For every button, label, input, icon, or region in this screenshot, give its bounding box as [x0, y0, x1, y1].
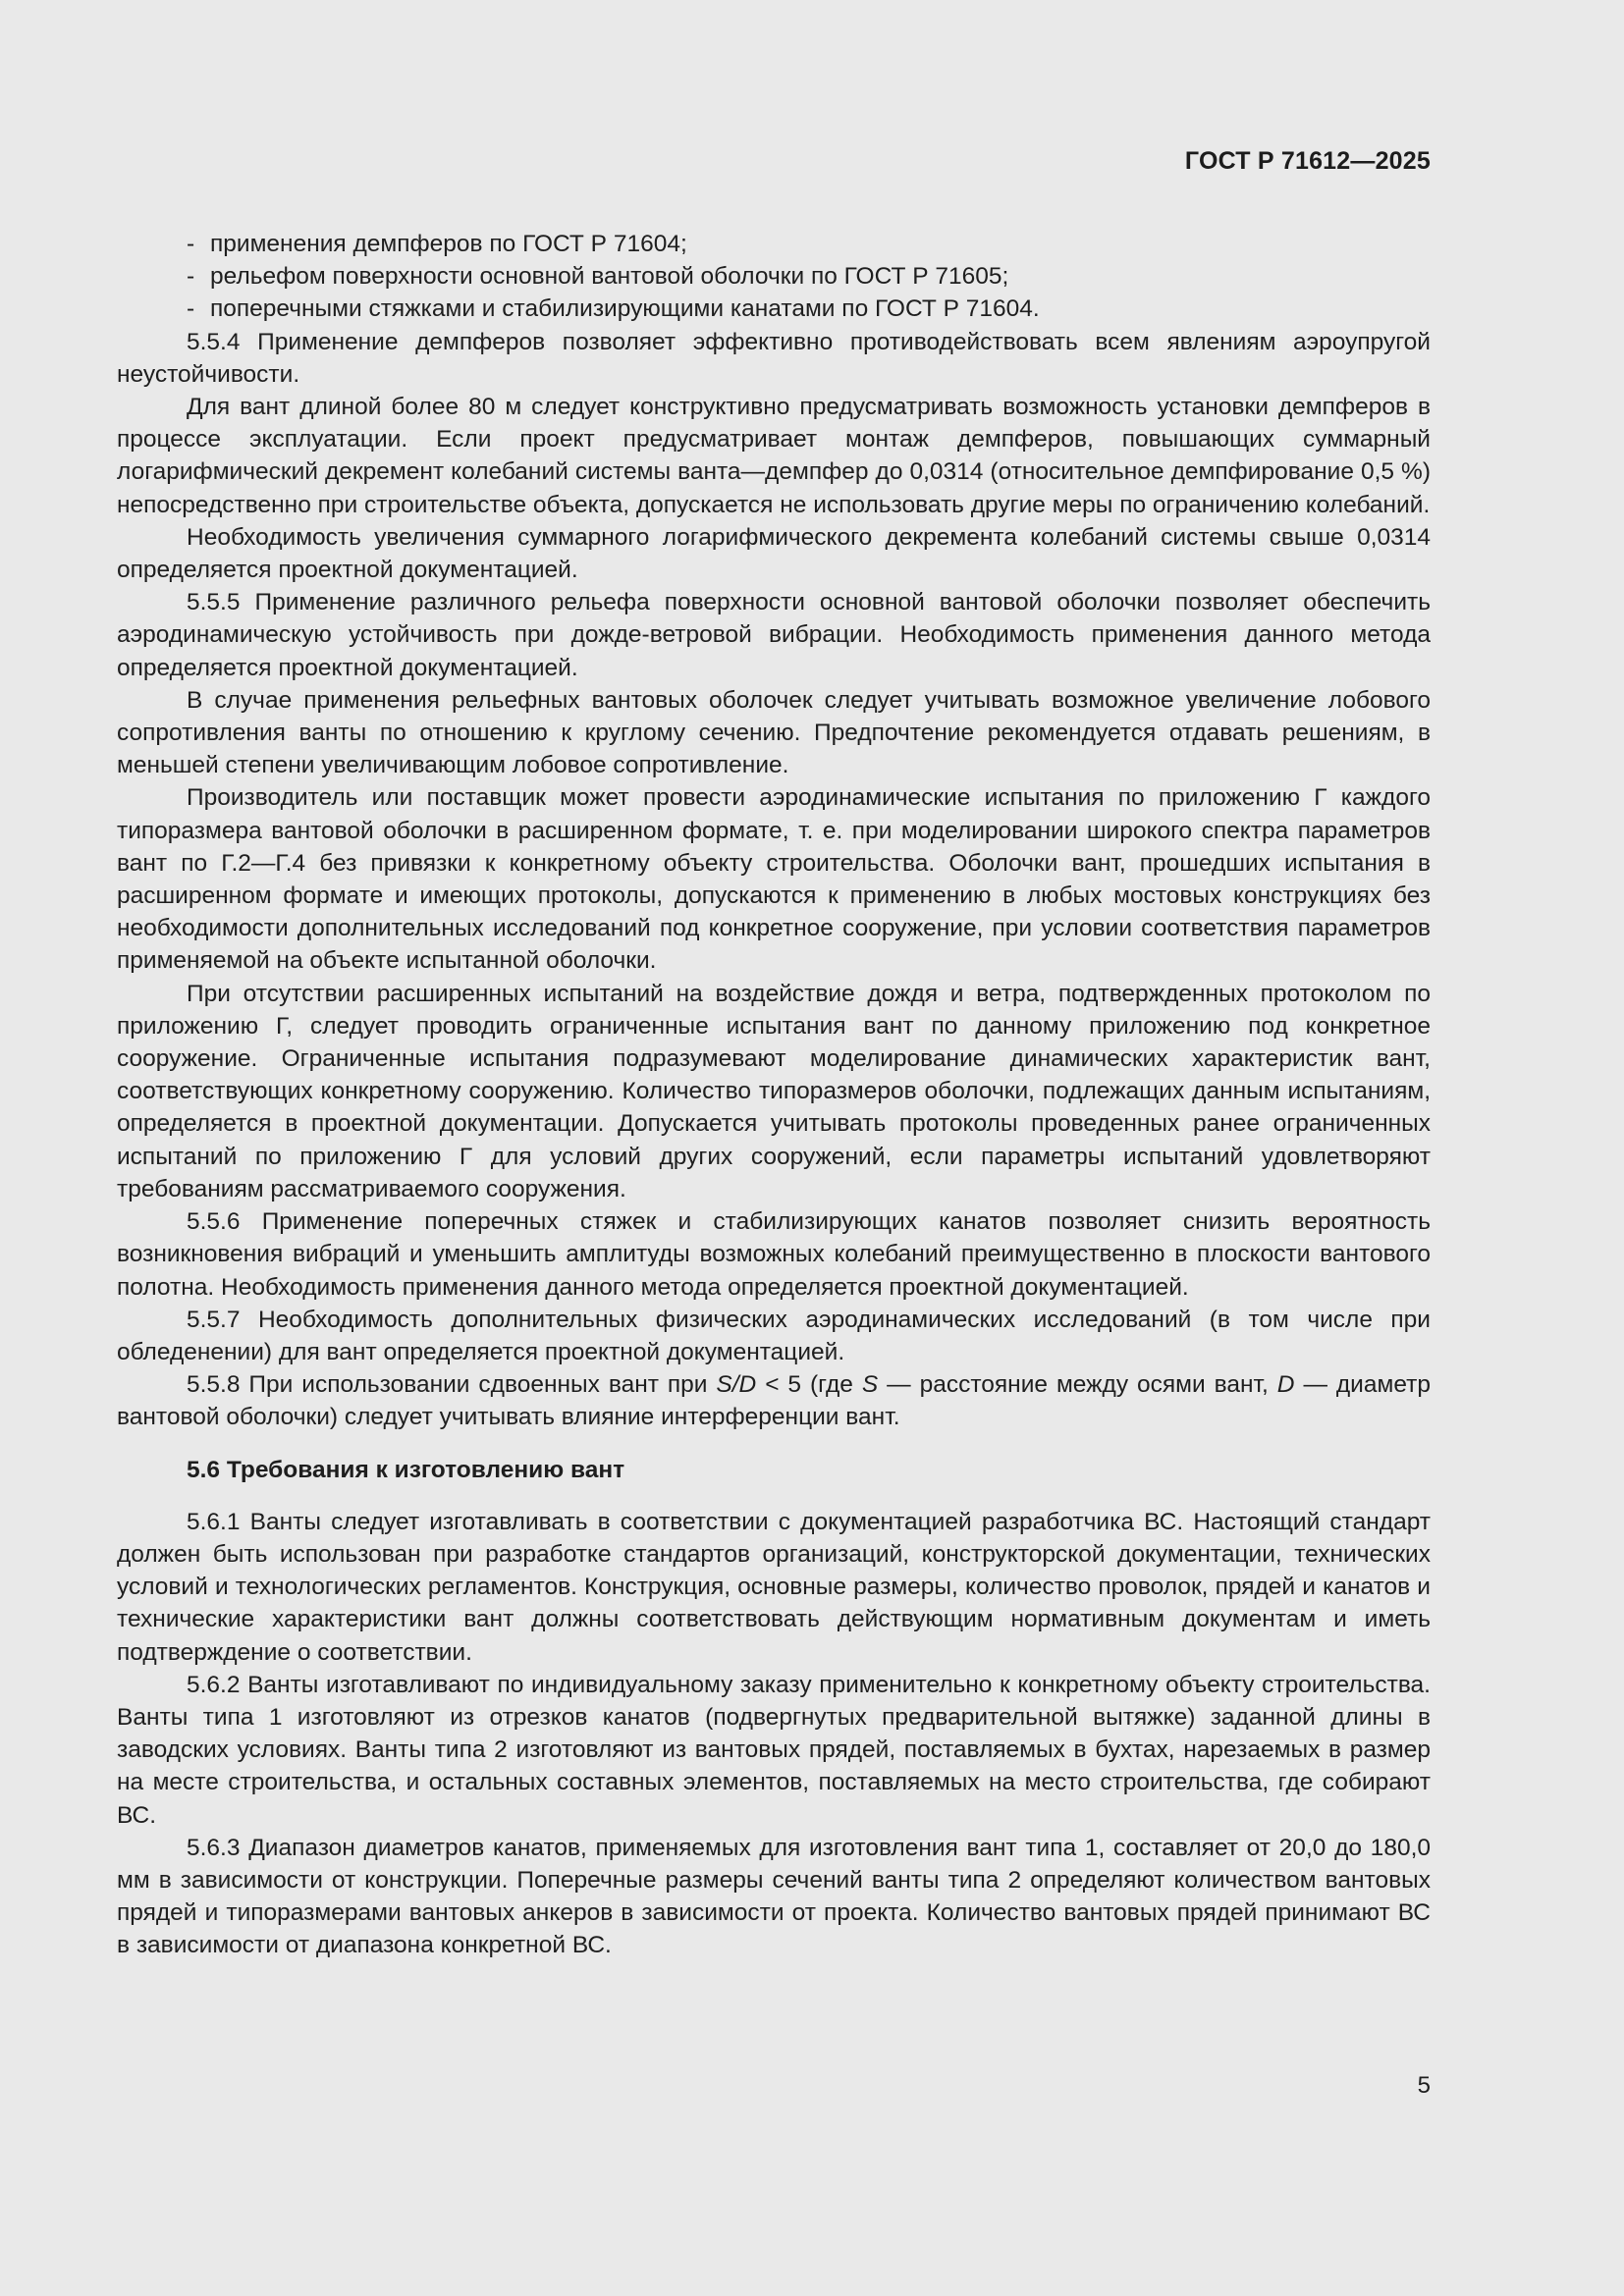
paragraph-5-5-7: 5.5.7 Необходимость дополнительных физических аэродинамических исследований (в том числе при обледенении) для вант определяется проектной документацией. — [117, 1306, 1431, 1365]
page-number: 5 — [1417, 2072, 1431, 2099]
paragraph-5-6-2: 5.6.2 Ванты изготавливают по индивидуальному заказу применительно к конкретному объекту строительства. Ванты типа 1 изготовляют из отрезков канатов (подвергнутых предварительной вытяжке) заданной длины в заводских условиях. Ванты типа 2 изготовляют из вантовых прядей, поставляемых в бухтах, нарезаемых в размер на месте строительства, и остальных составных элементов, поставляемых на место строительства, где собирают ВС. — [117, 1671, 1431, 1829]
list-item: - поперечными стяжками и стабилизирующими канатами по ГОСТ Р 71604. — [187, 295, 1040, 323]
paragraph: Необходимость увеличения суммарного логарифмического декремента колебаний системы свыше 0,0314 определяется проектной документацией. — [117, 523, 1431, 584]
paragraph: Для вант длиной более 80 м следует конструктивно предусматривать возможность установки демпферов в процессе эксплуатации. Если проект предусматривает монтаж демпферов, повышающих суммарный логарифмический декремент колебаний системы ванта—демпфер до 0,0314 (относительное демпфирование 0,5 %) непосредственно при строительстве объекта, допускается не использовать другие меры по ограничению колебаний. — [117, 394, 1431, 518]
paragraph-5-5-6: 5.5.6 Применение поперечных стяжек и стабилизирующих канатов позволяет снизить вероятность возникновения вибраций и уменьшить амплитуды возможных колебаний преимущественно в плоскости вантового полотна. Необходимость применения данного метода определяется проектной документацией. — [117, 1208, 1431, 1301]
paragraph-5-5-5: 5.5.5 Применение различного рельефа поверхности основной вантовой оболочки позволяет обеспечить аэродинамическую устойчивость при дожде-ветровой вибрации. Необходимость применения данного метода определяется проектной документацией. — [117, 589, 1431, 681]
list-item-text: поперечными стяжками и стабилизирующими канатами по ГОСТ Р 71604. — [210, 295, 1040, 323]
paragraph-5-5-4: 5.5.4 Применение демпферов позволяет эффективно противодействовать всем явлениям аэроупругой неустойчивости. — [117, 328, 1431, 388]
paragraph: В случае применения рельефных вантовых оболочек следует учитывать возможное увеличение лобового сопротивления ванты по отношению к круглому сечению. Предпочтение рекомендуется отдавать решениям, в меньшей степени увеличивающим лобовое сопротивление. — [117, 686, 1431, 779]
paragraph: Производитель или поставщик может провести аэродинамические испытания по приложению Г каждого типоразмера вантовой оболочки в расширенном формате, т. е. при моделировании широкого спектра параметров вант по Г.2—Г.4 без привязки к конкретному объекту строительства. Оболочки вант, прошедших испытания в расширенном формате и имеющих протоколы, допускаются к применению в любых мостовых конструкциях без необходимости дополнительных исследований под конкретное сооружение, при условии соответствия параметров применяемой на объекте испытанной оболочки. — [117, 784, 1431, 975]
list-item-text: рельефом поверхности основной вантовой оболочки по ГОСТ Р 71605; — [210, 263, 1009, 291]
list-item-text: применения демпферов по ГОСТ Р 71604; — [210, 231, 687, 257]
paragraph-5-5-8: 5.5.8 При использовании сдвоенных вант при S/D < 5 (где S — расстояние между осями вант, D — диаметр вантовой оболочки) следует учитывать влияние интерференции вант. — [117, 1371, 1431, 1431]
list-item: - рельефом поверхности основной вантовой оболочки по ГОСТ Р 71605; — [187, 263, 1009, 291]
section-title: 5.6 Требования к изготовлению вант — [187, 1456, 625, 1483]
paragraph-5-6-1: 5.6.1 Ванты следует изготавливать в соответствии с документацией разработчика ВС. Настоящий стандарт должен быть использован при разработке стандартов организаций, конструкторской документации, технических условий и технологических регламентов. Конструкция, основные размеры, количество проволок, прядей и канатов и технические характеристики вант должны соответствовать действующим нормативным документам и иметь подтверждение о соответствии. — [117, 1508, 1431, 1666]
document-body — [117, 228, 1431, 1962]
paragraph-5-6-3: 5.6.3 Диапазон диаметров канатов, применяемых для изготовления вант типа 1, составляет от 20,0 до 180,0 мм в зависимости от конструкции. Поперечные размеры сечений ванты типа 2 определяют количеством вантовых прядей и типоразмерами вантовых анкеров в зависимости от проекта. Количество вантовых прядей принимают ВС в зависимости от диапазона конкретной ВС. — [117, 1834, 1431, 1959]
standard-header: ГОСТ Р 71612—2025 — [1184, 147, 1431, 175]
paragraph: При отсутствии расширенных испытаний на воздействие дождя и ветра, подтвержденных протоколом по приложению Г, следует проводить ограниченные испытания вант по данному приложению под конкретное сооружение. Ограниченные испытания подразумевают моделирование динамических характеристик вант, соответствующих конкретному сооружению. Количество типоразмеров оболочки, подлежащих данным испытаниям, определяется в проектной документации. Допускается учитывать протоколы проведенных ранее ограниченных испытаний по приложению Г для условий других сооружений, если параметры испытаний удовлетворяют требованиям рассматриваемого сооружения. — [117, 980, 1431, 1202]
list-item: - применения демпферов по ГОСТ Р 71604; — [187, 231, 687, 257]
